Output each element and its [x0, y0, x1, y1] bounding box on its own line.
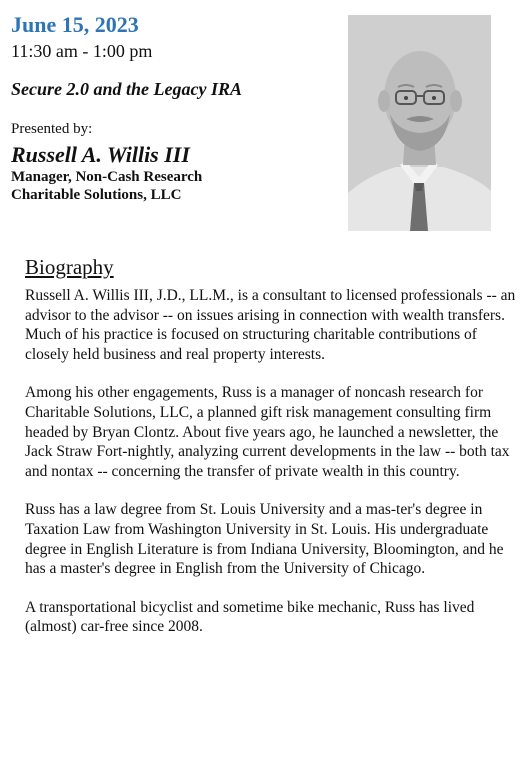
- event-header: [11, 12, 341, 204]
- speaker-role: Manager, Non-Cash Research: [11, 169, 203, 185]
- speaker-name: Russell A. Willis III: [11, 142, 190, 167]
- biography-paragraph-4: A transportational bicyclist and sometime bike mechanic, Russ has lived (almost) car-free since 2008.: [25, 598, 475, 636]
- biography-heading: Biography: [25, 255, 114, 279]
- biography-paragraph-3: Russ has a law degree from St. Louis University and a mas-ter's degree in Taxation Law from Washington University in St. Louis. His undergraduate degree in English Literature is from Indiana University, Bloomington, and he has a master's degree in English from the University of Chicago.: [25, 501, 504, 578]
- event-time: 11:30 am - 1:00 pm: [11, 41, 153, 61]
- biography-paragraph-2: Among his other engagements, Russ is a manager of noncash research for Charitable Solutions, LLC, a planned gift risk management consulting firm headed by Bryan Clontz. About five years ago, he launched a newsletter, the Jack Straw Fort-nightly, analyzing current developments in the law -- both tax and nontax -- concerning the transfer of private wealth in this country.: [25, 384, 510, 480]
- biography-section: [25, 254, 517, 656]
- speaker-photo: [348, 15, 491, 231]
- speaker-company: Charitable Solutions, LLC: [11, 187, 182, 203]
- session-title: Secure 2.0 and the Legacy IRA: [11, 79, 242, 99]
- biography-paragraph-1: Russell A. Willis III, J.D., LL.M., is a consultant to licensed professionals -- an advisor to the advisor -- on issues arising in connection with wealth transfers. Much of his practice is focused on structuring charitable contributions of closely held business and real property interests.: [25, 287, 516, 363]
- speaker-portrait-icon: [348, 15, 491, 231]
- presented-by-label: Presented by:: [11, 121, 93, 137]
- event-date: June 15, 2023: [11, 12, 139, 37]
